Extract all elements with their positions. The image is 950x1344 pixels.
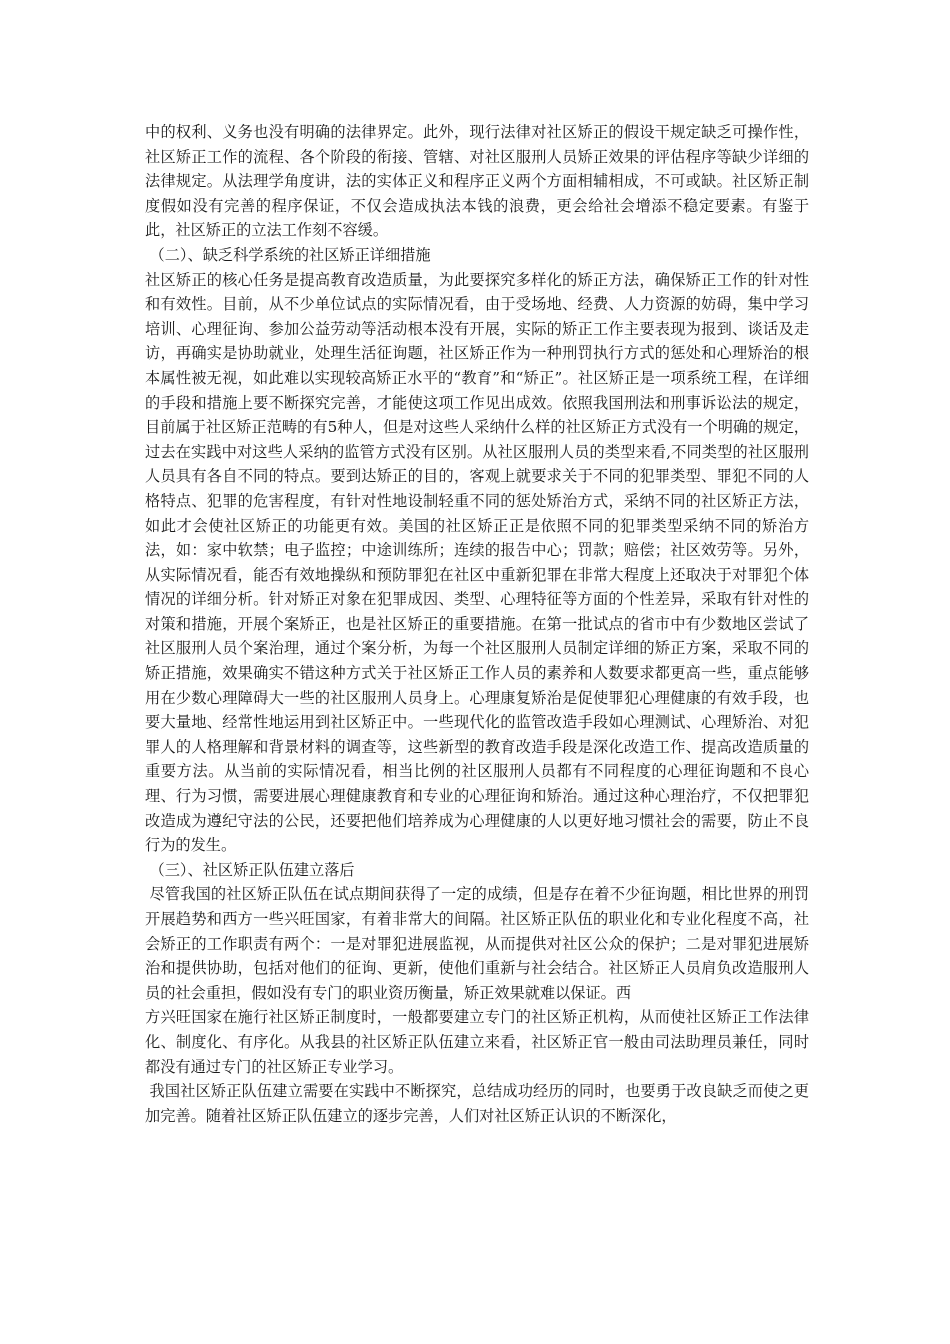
- paragraph-western-institutions: 方兴旺国家在施行社区矫正制度时，一般都要建立专门的社区矫正机构，从而使社区矫正工作法律化、制度化、有序化。从我县的社区矫正队伍建立来看，社区矫正官一般由司法助理员兼任，同时都没有通过专门的社区矫正专业学习。: [145, 1008, 809, 1076]
- document-page: [145, 120, 809, 1128]
- paragraph-legal-procedure: 中的权利、义务也没有明确的法律界定。此外，现行法律对社区矫正的假设干规定缺乏可操作性，社区矫正工作的流程、各个阶段的衔接、管辖、对社区服刑人员矫正效果的评估程序等缺少详细的法律规定。从法理学角度讲，法的实体正义和程序正义两个方面相辅相成，不可或缺。社区矫正制度假如没有完善的程序保证，不仅会造成执法本钱的浪费，更会给社会增添不稳定要素。有鉴于此，社区矫正的立法工作刻不容缓。: [145, 123, 809, 240]
- paragraph-team-building: 尽管我国的社区矫正队伍在试点期间获得了一定的成绩，但是存在着不少征询题，相比世界的刑罚开展趋势和西方一些兴旺国家，有着非常大的间隔。社区矫正队伍的职业化和专业化程度不高，社会矫正的工作职责有两个：一是对罪犯进展监视，从而提供对社区公众的保护；二是对罪犯进展矫治和提供协助，包括对他们的征询、更新，使他们重新与社会结合。社区矫正人员肩负改造服刑人员的社会重担，假如没有专门的职业资历衡量，矫正效果就难以保证。西: [145, 885, 809, 1002]
- section-heading-3: （三）、社区矫正队伍建立落后: [149, 860, 355, 879]
- section-heading-2: （二）、缺乏科学系统的社区矫正详细措施: [149, 245, 431, 264]
- paragraph-team-improvement: 我国社区矫正队伍建立需要在实践中不断探究，总结成功经历的同时，也要勇于改良缺乏而使之更加完善。随着社区矫正队伍建立的逐步完善，人们对社区矫正认识的不断深化，: [145, 1082, 809, 1125]
- paragraph-correction-measures: 社区矫正的核心任务是提高教育改造质量，为此要探究多样化的矫正方法，确保矫正工作的针对性和有效性。目前，从不少单位试点的实际情况看，由于受场地、经费、人力资源的妨碍，集中学习培训、心理征询、参加公益劳动等活动根本没有开展，实际的矫正工作主要表现为报到、谈话及走访，再确实是协助就业，处理生活征询题，社区矫正作为一种刑罚执行方式的惩处和心理矫治的根本属性被无视，如此难以实现较高矫正水平的“教育”和“矫正”。社区矫正是一项系统工程，在详细的手段和措施上要不断探究完善，才能使这项工作见出成效。依照我国刑法和刑事诉讼法的规定，目前属于社区矫正范畴的有5种人，但是对这些人采纳什么样的社区矫正方式没有一个明确的规定，过去在实践中对这些人采纳的监管方式没有区别。从社区服刑人员的类型来看,不同类型的社区服刑人员具有各自不同的特点。要到达矫正的目的，客观上就要求关于不同的犯罪类型、罪犯不同的人格特点、犯罪的危害程度，有针对性地设制轻重不同的惩处矫治方式，采纳不同的社区矫正方法，如此才会使社区矫正的功能更有效。美国的社区矫正正是依照不同的犯罪类型采纳不同的矫治方法，如：家中软禁；电子监控；中途训练所；连续的报告中心；罚款；赔偿；社区效劳等。另外，从实际情况看，能否有效地操纵和预防罪犯在社区中重新犯罪在非常大程度上还取决于对罪犯个体情况的详细分析。针对矫正对象在犯罪成因、类型、心理特征等方面的个性差异，采取有针对性的对策和措施，开展个案矫正，也是社区矫正的重要措施。在第一批试点的省市中有少数地区尝试了社区服刑人员个案治理，通过个案分析，为每一个社区服刑人员制定详细的矫正方案，采取不同的矫正措施，效果确实不错这种方式关于社区矫正工作人员的素养和人数要求都更高一些，重点能够用在少数心理障碍大一些的社区服刑人员身上。心理康复矫治是促使罪犯心理健康的有效手段，也要大量地、经常性地运用到社区矫正中。一些现代化的监管改造手段如心理测试、心理矫治、对犯罪人的人格理解和背景材料的调查等，这些新型的教育改造手段是深化改造工作、提高改造质量的重要方法。从当前的实际情况看，相当比例的社区服刑人员都有不同程度的心理征询题和不良心理、行为习惯，需要进展心理健康教育和专业的心理征询和矫治。通过这种心理治疗，不仅把罪犯改造成为遵纪守法的公民，还要把他们培养成为心理健康的人以更好地习惯社会的需要，防止不良行为的发生。: [145, 270, 809, 855]
